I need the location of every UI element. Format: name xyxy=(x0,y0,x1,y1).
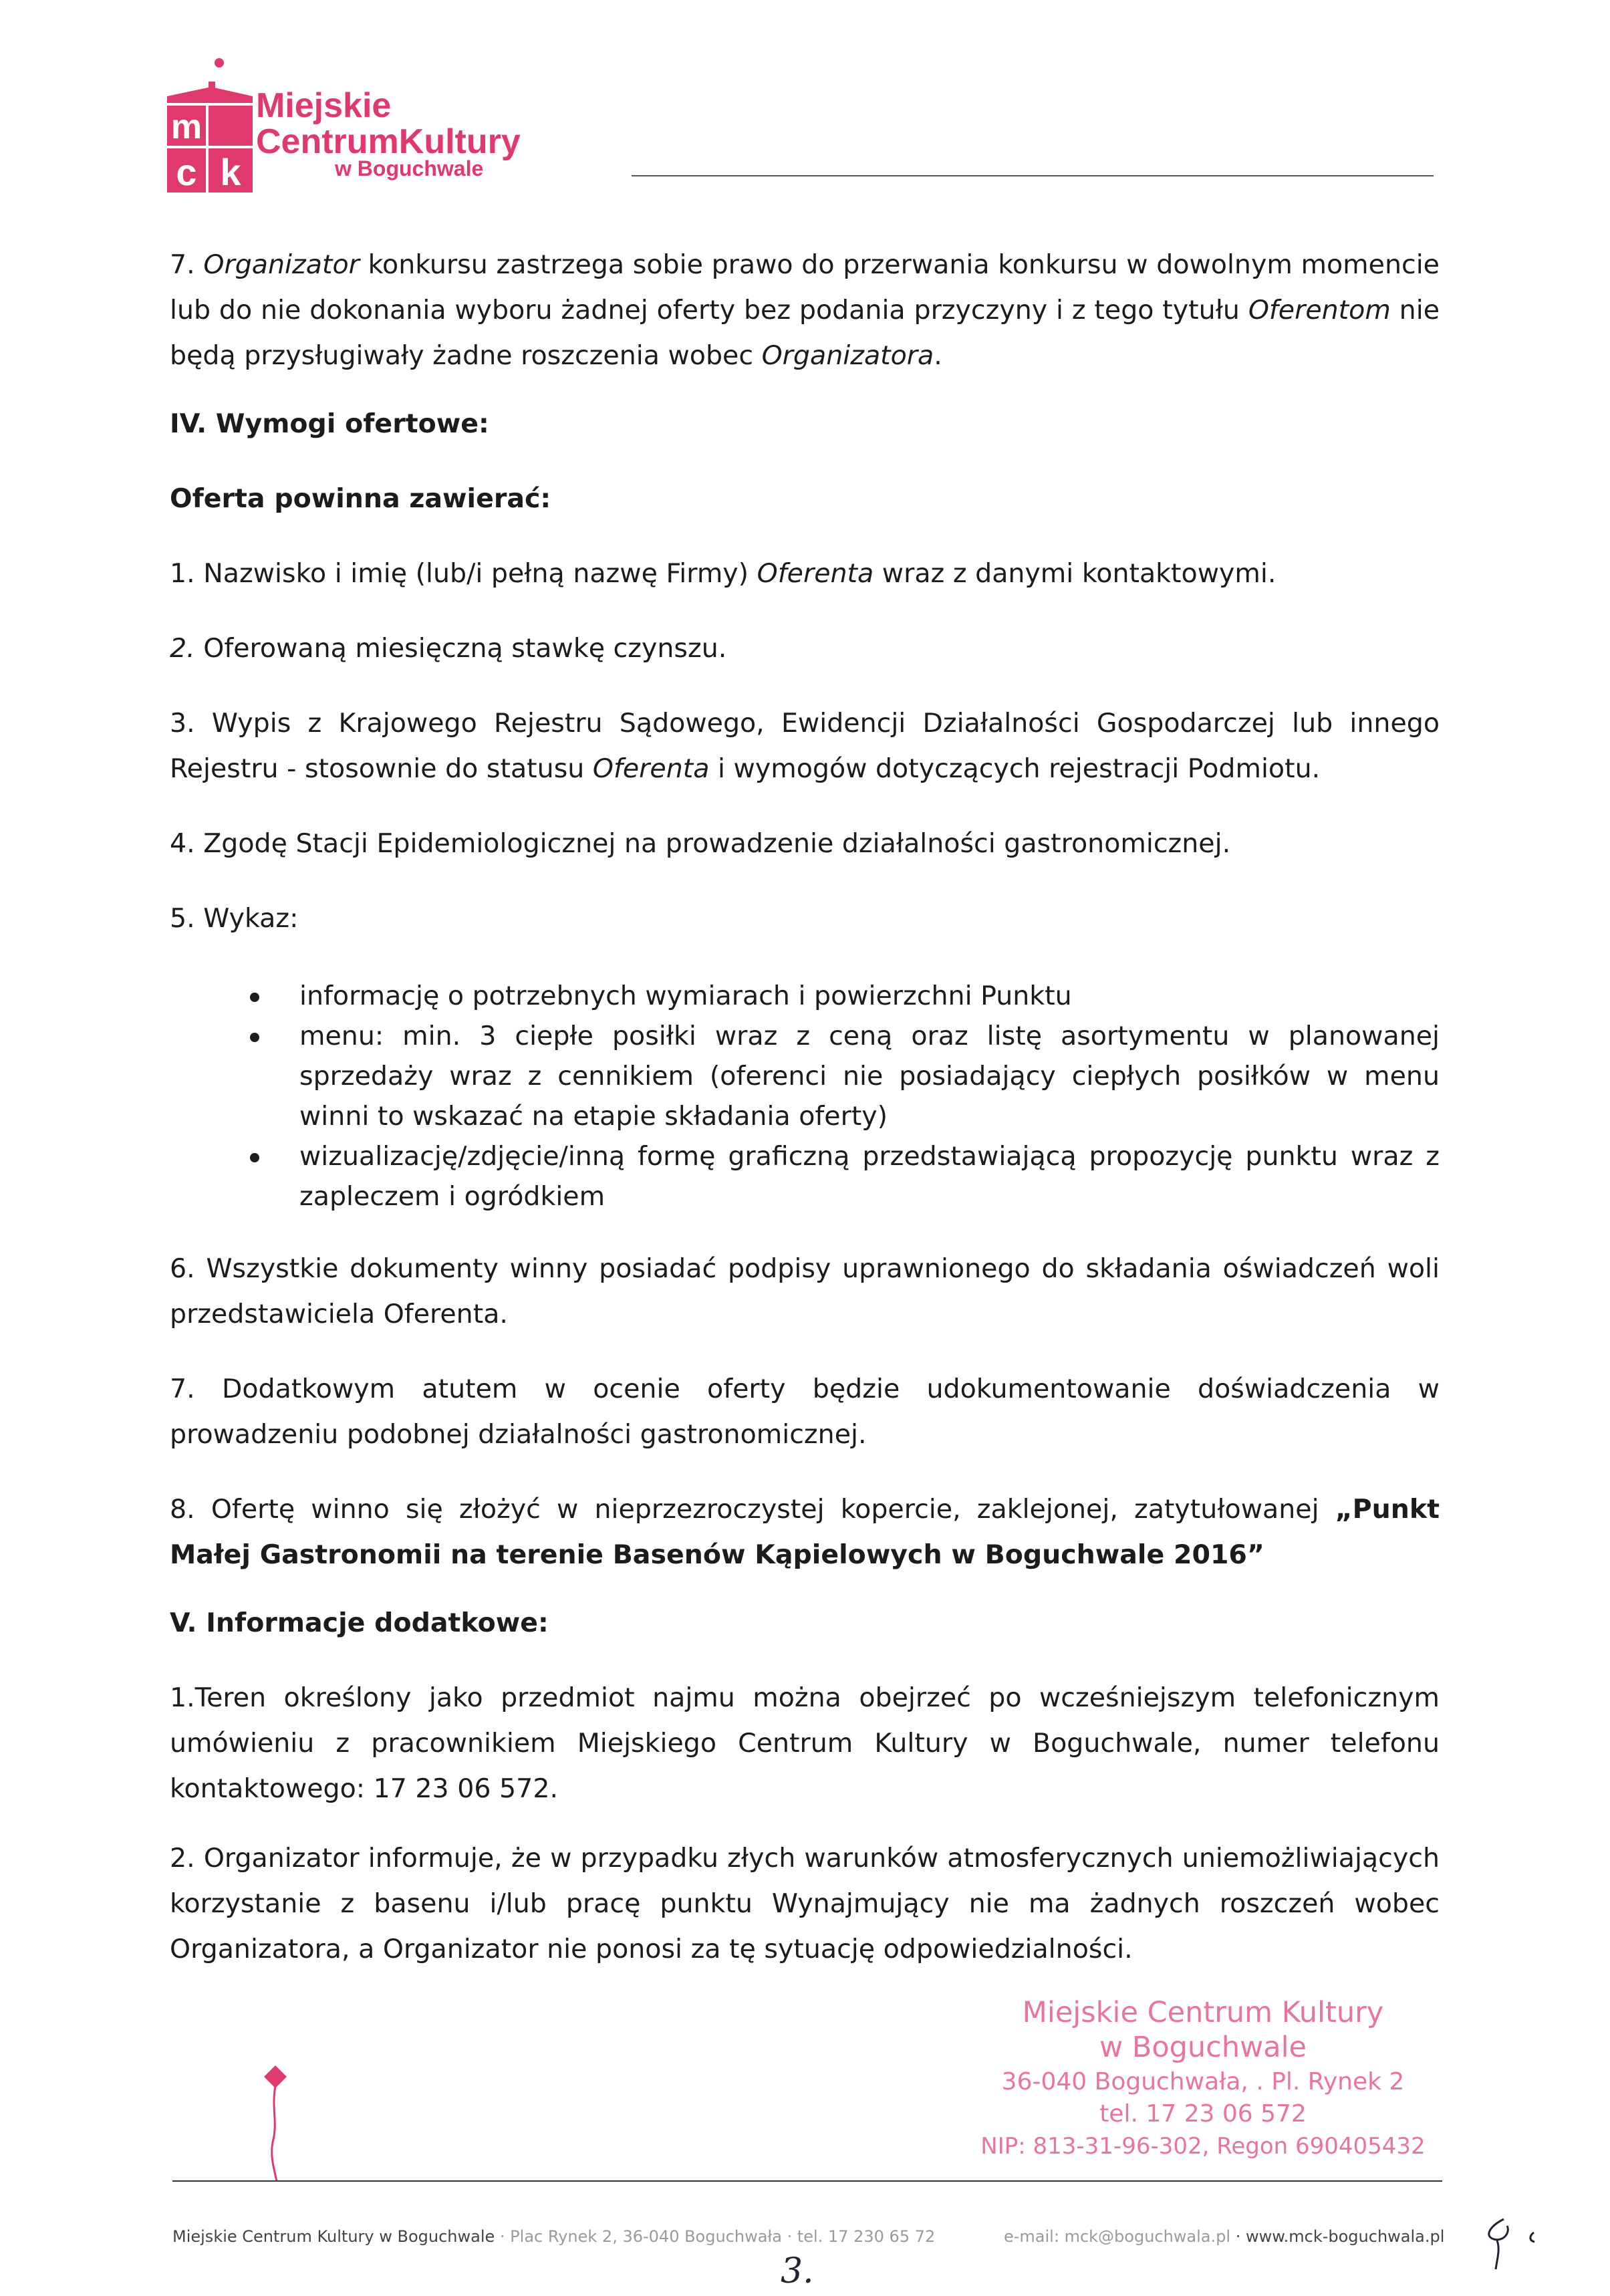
section-v-heading: V. Informacje dodatkowe: xyxy=(170,1608,549,1638)
stamp-line-4: tel. 17 23 06 572 xyxy=(1099,2100,1307,2128)
iv-item-8-text: 8. Ofertę winno się złożyć w nieprzezroczystej kopercie, zaklejonej, zatytułowanej xyxy=(170,1494,1335,1525)
page-number: 3. xyxy=(781,2251,814,2291)
stamp-line-1: Miejskie Centrum Kultury xyxy=(1022,1996,1384,2029)
iv-item-5-list xyxy=(170,976,1440,1217)
logo-line-1: Miejskie xyxy=(256,86,392,125)
prev-item-7-number: 7. xyxy=(170,249,195,280)
handwritten-initials-icon xyxy=(1470,2199,1564,2279)
svg-text:c: c xyxy=(176,151,197,193)
iv-item-8 xyxy=(170,1487,1440,1577)
footer-address: · Plac Rynek 2, 36-040 Boguchwała · tel. 17 230 65 72 xyxy=(499,2227,936,2246)
iv-item-5: 5. Wykaz: xyxy=(170,903,299,934)
mck-logo-mark-icon xyxy=(159,55,259,209)
section-iv-subheading: Oferta powinna zawierać: xyxy=(170,483,551,514)
prev-item-7-text-3: . xyxy=(934,340,942,371)
footer-email: e-mail: mck@boguchwala.pl xyxy=(1004,2227,1231,2246)
iv-item-1-text-2: wraz z danymi kontaktowymi. xyxy=(874,558,1277,589)
iv-item-2 xyxy=(170,626,1440,671)
v-item-2: 2. Organizator informuje, że w przypadku złych warunków atmosferycznych uniemożliwiających korzystanie z basenu i/lub pracę punktu Wynajmujący nie ma żadnych roszczeń wobec Organizatora, a Organizator nie ponosi za tę sytuację odpowiedzialności. xyxy=(170,1843,1440,1964)
stamp-line-2: w Boguchwale xyxy=(1099,2031,1307,2064)
prev-item-7 xyxy=(170,242,1440,378)
stamp-line-5: NIP: 813-31-96-302, Regon 690405432 xyxy=(980,2133,1426,2160)
logo-text xyxy=(256,88,521,179)
iv-item-3-text-1: 3. Wypis z Krajowego Rejestru Sądowego, Ewidencji Działalności Gospodarczej lub innego Rejestru - stosownie do statusu xyxy=(170,708,1440,784)
iv-item-4: 4. Zgodę Stacji Epidemiologicznej na prowadzenie działalności gastronomicznej. xyxy=(170,828,1231,859)
header-divider xyxy=(632,175,1434,176)
iv-item-1 xyxy=(170,551,1440,596)
v-item-1: 1.Teren określony jako przedmiot najmu można obejrzeć po wcześniejszym telefonicznym umówieniu z pracownikiem Miejskiego Centrum Kultury w Boguchwale, numer telefonu kontaktowego: 17 23 06 572. xyxy=(170,1682,1440,1804)
iv-item-6: 6. Wszystkie dokumenty winny posiadać podpisy uprawnionego do składania oświadczeń woli przedstawiciela Oferenta. xyxy=(170,1253,1440,1329)
prev-item-7-em-1: Organizator xyxy=(203,249,360,280)
prev-item-7-text-2: nie będą przysługiwały żadne roszczenia wobec xyxy=(170,295,1440,371)
iv-item-2-number: 2. xyxy=(170,633,195,664)
logo-line-2: CentrumKultury xyxy=(256,122,521,161)
iv-item-3-text-2: i wymogów dotyczących rejestracji Podmiotu. xyxy=(709,753,1321,784)
iv-item-7: 7. Dodatkowym atutem w ocenie oferty będzie udokumentowanie doświadczenia w prowadzeniu podobnej działalności gastronomicznej. xyxy=(170,1374,1440,1450)
logo xyxy=(159,55,573,209)
prev-item-7-em-3: Organizatora xyxy=(761,340,934,371)
footer-divider xyxy=(172,2180,1442,2182)
svg-text:k: k xyxy=(220,151,241,193)
prev-item-7-text-1: konkursu zastrzega sobie prawo do przerwania konkursu w dowolnym momencie lub do nie dokonania wyboru żadnej oferty bez podania przyczyny i z tego tytułu xyxy=(170,249,1440,326)
iv-item-3-em: Oferenta xyxy=(592,753,710,784)
organization-stamp xyxy=(962,1995,1444,2162)
logo-line-3: w Boguchwale xyxy=(335,156,484,180)
section-iv-heading: IV. Wymogi ofertowe: xyxy=(170,408,489,439)
list-item: informację o potrzebnych wymiarach i powierzchni Punktu xyxy=(299,976,1440,1016)
svg-text:m: m xyxy=(170,108,203,146)
footer-web: · www.mck-boguchwala.pl xyxy=(1235,2227,1445,2246)
flower-decoration-icon xyxy=(254,2062,301,2182)
prev-item-7-em-2: Oferentom xyxy=(1248,295,1391,326)
iv-item-3 xyxy=(170,700,1440,791)
footer-left xyxy=(172,2227,935,2246)
stamp-line-3: 36-040 Boguchwała, . Pl. Rynek 2 xyxy=(1001,2068,1405,2095)
list-item: menu: min. 3 ciepłe posiłki wraz z ceną oraz listę asortymentu w planowanej sprzedaży wraz z cennikiem (oferenci nie posiadający ciepłych posiłków w menu winni to wskazać na etapie składania oferty) xyxy=(299,1016,1440,1136)
list-item: wizualizację/zdjęcie/inną formę graficzną przedstawiającą propozycję punktu wraz z zapleczem i ogródkiem xyxy=(299,1136,1440,1217)
footer-org: Miejskie Centrum Kultury w Boguchwale xyxy=(172,2227,495,2246)
iv-item-1-text-1: 1. Nazwisko i imię (lub/i pełną nazwę Firmy) xyxy=(170,558,757,589)
footer-right xyxy=(1004,2227,1444,2246)
document-body xyxy=(170,242,1440,1972)
iv-item-2-text: Oferowaną miesięczną stawkę czynszu. xyxy=(194,633,727,664)
iv-item-1-em: Oferenta xyxy=(757,558,874,589)
iv-item-8-title: „Punkt Małej Gastronomii na terenie Basenów Kąpielowych w Boguchwale 2016” xyxy=(170,1494,1440,1570)
